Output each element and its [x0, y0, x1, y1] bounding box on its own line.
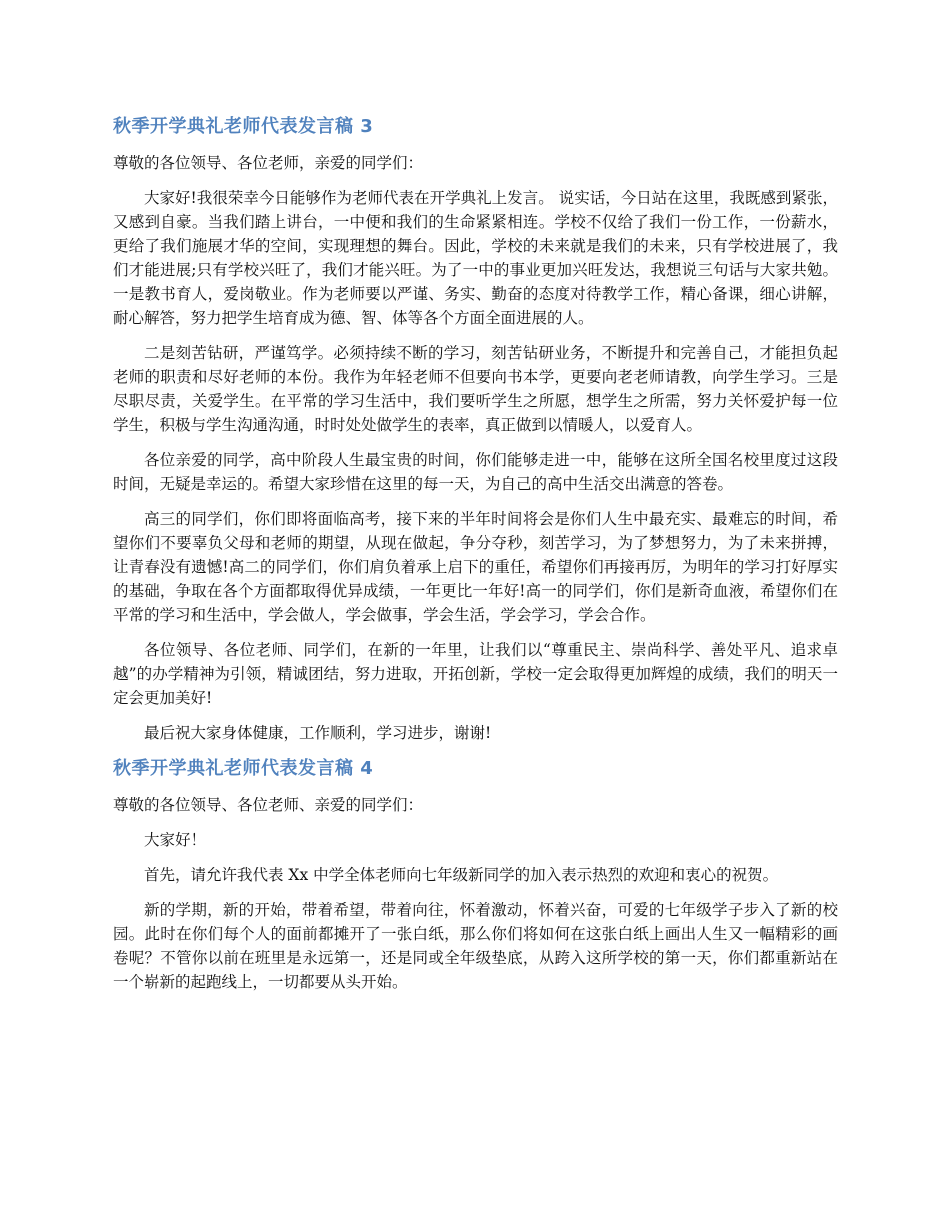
document-page — [113, 114, 838, 1005]
section-4-title: 秋季开学典礼老师代表发言稿 4 — [113, 758, 374, 779]
section-3-paragraph-6: 最后祝大家身体健康，工作顺利，学习进步，谢谢! — [144, 724, 492, 742]
section-3-paragraph-1: 大家好!我很荣幸今日能够作为老师代表在开学典礼上发言。 说实话，今日站在这里，我既感到紧张，又感到自豪。当我们踏上讲台，一中便和我们的生命紧紧相连。学校不仅给了我们一份工作，一份薪水，更给了我们施展才华的空间，实现理想的舞台。因此，学校的未来就是我们的未来，只有学校进展了，我们才能进展;只有学校兴旺了，我们才能兴旺。为了一中的事业更加兴旺发达，我想说三句话与大家共勉。一是教书育人，爱岗敬业。作为老师要以严谨、务实、勤奋的态度对待教学工作，精心备课，细心讲解，耐心解答，努力把学生培育成为德、智、体等各个方面全面进展的人。 — [113, 189, 838, 327]
section-3-paragraph-3: 各位亲爱的同学，高中阶段人生最宝贵的时间，你们能够走进一中，能够在这所全国名校里度过这段时间，无疑是幸运的。希望大家珍惜在这里的每一天，为自己的高中生活交出满意的答卷。 — [113, 451, 838, 493]
section-3-salutation: 尊敬的各位领导、各位老师，亲爱的同学们： — [113, 154, 424, 172]
section-4-paragraph-3: 新的学期，新的开始，带着希望，带着向往，怀着激动，怀着兴奋，可爱的七年级学子步入了新的校园。此时在你们每个人的面前都摊开了一张白纸，那么你们将如何在这张白纸上画出人生又一幅精彩的画卷呢？不管你以前在班里是永远第一，还是同或全年级垫底，从跨入这所学校的第一天，你们都重新站在一个崭新的起跑线上，一切都要从头开始。 — [113, 901, 838, 991]
section-3-paragraph-5: 各位领导、各位老师、同学们，在新的一年里，让我们以“尊重民主、崇尚科学、善处平凡、追求卓越”的办学精神为引领，精诚团结，努力进取，开拓创新，学校一定会取得更加辉煌的成绩，我们的明天一定会更加美好! — [113, 641, 838, 707]
section-4-salutation: 尊敬的各位领导、各位老师、亲爱的同学们： — [113, 796, 424, 814]
section-3-paragraph-2: 二是刻苦钻研，严谨笃学。必须持续不断的学习，刻苦钻研业务，不断提升和完善自己，才能担负起老师的职责和尽好老师的本份。我作为年轻老师不但要向书本学，更要向老老师请教，向学生学习。三是尽职尽责，关爱学生。在平常的学习生活中，我们要听学生之所愿，想学生之所需，努力关怀爱护每一位学生，积极与学生沟通沟通，时时处处做学生的表率，真正做到以情暖人，以爱育人。 — [113, 344, 838, 434]
section-3-paragraph-4: 高三的同学们，你们即将面临高考，接下来的半年时间将会是你们人生中最充实、最难忘的时间，希望你们不要辜负父母和老师的期望，从现在做起，争分夺秒，刻苦学习，为了梦想努力，为了未来拼搏，让青春没有遗憾!高二的同学们，你们肩负着承上启下的重任，希望你们再接再厉，为明年的学习打好厚实的基础，争取在各个方面都取得优异成绩，一年更比一年好!高一的同学们，你们是新奇血液，希望你们在平常的学习和生活中，学会做人，学会做事，学会生活，学会学习，学会合作。 — [113, 510, 838, 624]
section-3-title: 秋季开学典礼老师代表发言稿 3 — [113, 116, 374, 137]
section-4-paragraph-1: 大家好！ — [144, 831, 207, 849]
section-4-paragraph-2: 首先，请允许我代表 Xx 中学全体老师向七年级新同学的加入表示热烈的欢迎和衷心的祝贺。 — [144, 866, 779, 884]
